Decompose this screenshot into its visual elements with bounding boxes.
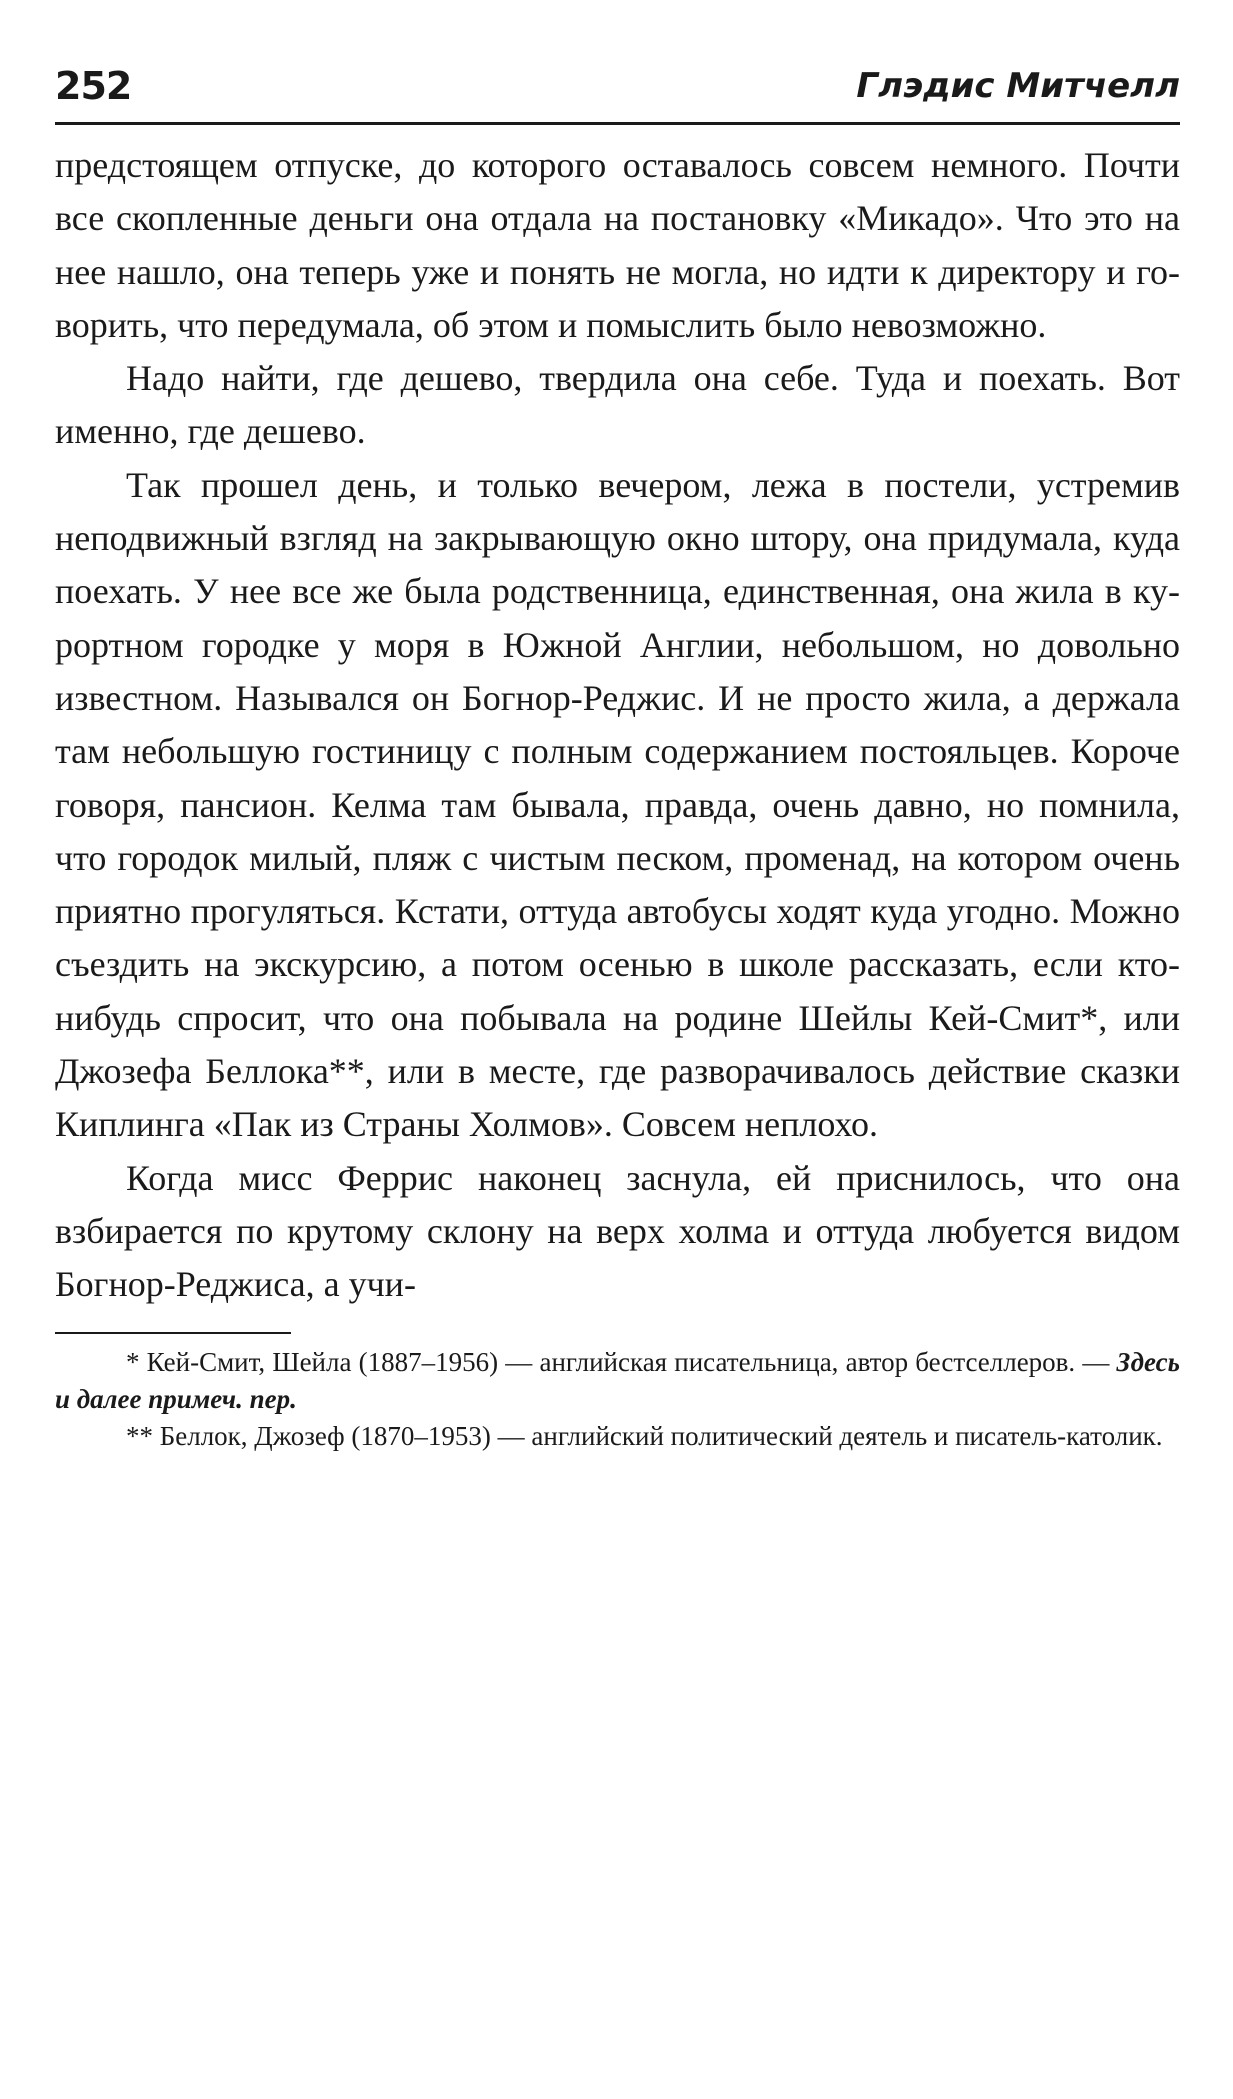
running-title: Глэдис Митчелл [856,66,1180,106]
footnote-2: ** Беллок, Джозеф (1870–1953) — английский политический деятель и писатель-католик. [126,1420,1163,1451]
paragraph: Так прошел день, и только вечером, лежа в постели, устремив неподвижный взгляд на закрывающую окно штору, она придумала, куда поехать. У нее все же была родственница, единственная, она жила в курортном городке у моря в Южной Англии, небольшом, но довольно известном. Назывался он Богнор-Реджис. И не просто жила, а держала там небольшую гостиницу с полным содержанием постояльцев. Короче говоря, пансион. Келма там бывала, правда, очень давно, но помнила, что городок милый, пляж с чистым песком, променад, на котором очень приятно прогуляться. Кстати, оттуда автобусы ходят куда угодно. Можно съездить на экскурсию, а потом осенью в школе рассказать, если кто-нибудь спросит, что она побывала на родине Шейлы Кей-Смит*, или Джозефа Беллока**, или в месте, где разворачивалось действие сказки Киплинга «Пак из Страны Холмов». Совсем неплохо. [55,464,1180,1145]
paragraph: Когда мисс Феррис наконец заснула, ей приснилось, что она взбирается по крутому склону на верх холма и оттуда любуется видом Богнор-Реджиса, а учи- [55,1157,1180,1305]
footnote-1-translator-note: Здесь и далее примеч. пер. [55,1346,1180,1414]
paragraph: Надо найти, где дешево, твердила она себе. Туда и поехать. Вот именно, где дешево. [55,358,1180,452]
footnotes [55,1344,1180,1455]
footnote-divider [55,1332,291,1334]
page-header [55,60,1180,125]
paragraph-continued: предстоящем отпуске, до которого оставалось совсем немного. Почти все скопленные деньги она отдала на постановку «Микадо». Что это на нее нашло, она теперь уже и понять не могла, но идти к директору и говорить, что передумала, об этом и помыслить было невозможно. [55,145,1180,345]
body-text [55,139,1180,1312]
footnote-1 [55,1344,1180,1418]
footnote-1-text: * Кей-Смит, Шейла (1887–1956) — английская писательница, автор бестселлеров. — [126,1346,1117,1377]
page-number: 252 [55,64,132,108]
book-page [55,60,1180,1455]
